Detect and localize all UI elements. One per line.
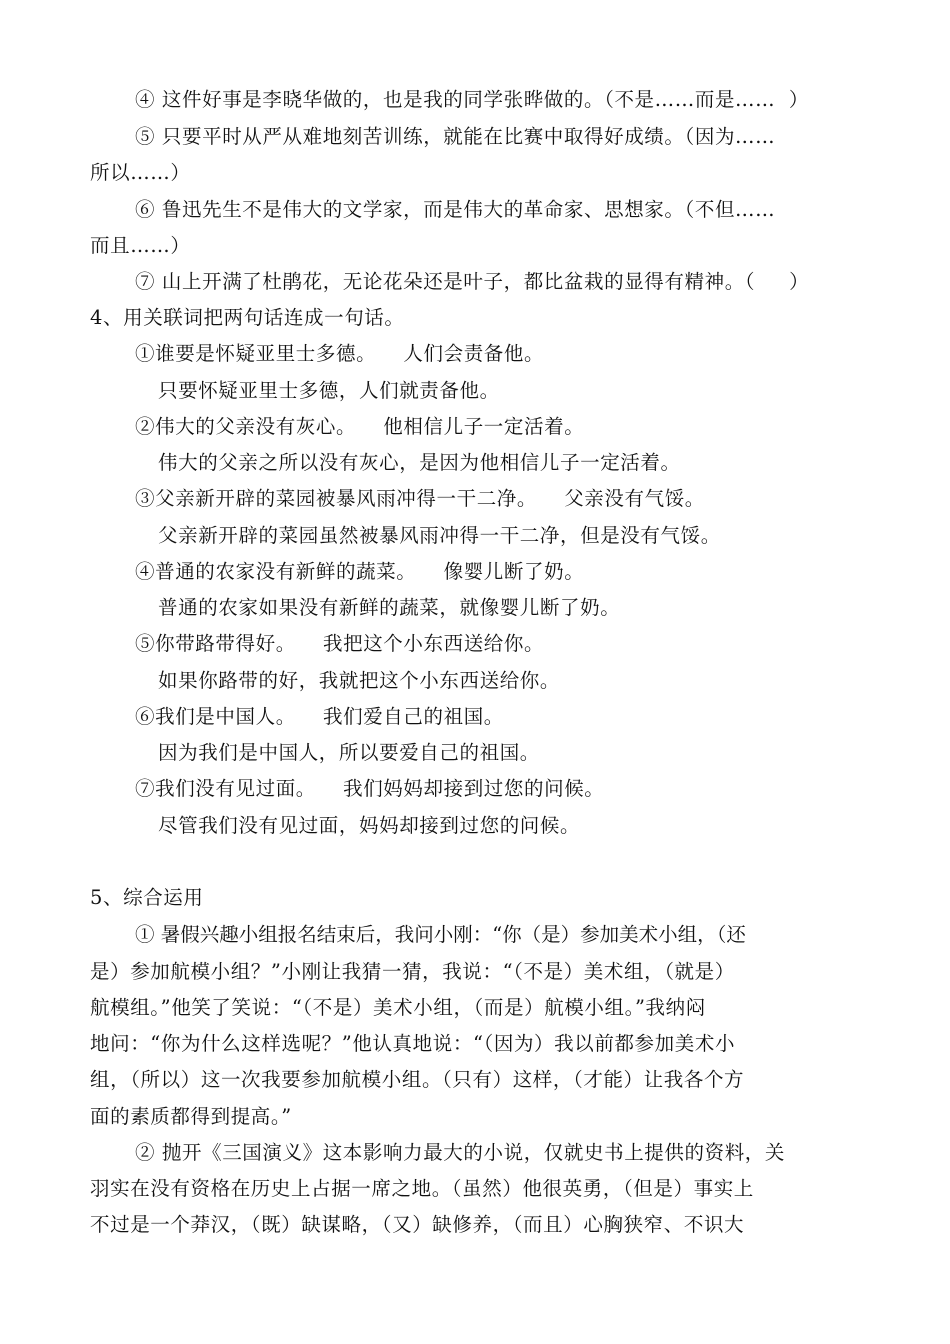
q3-item-6-line-1: ⑥ 鲁迅先生不是伟大的文学家，而是伟大的革命家、思想家。（不但……	[135, 198, 776, 221]
q3-item-5-line-1: ⑤ 只要平时从严从难地刻苦训练，就能在比赛中取得好成绩。（因为……	[135, 125, 776, 148]
s4-answer-3: 父亲新开辟的菜园虽然被暴风雨冲得一干二净，但是没有气馁。	[158, 524, 721, 547]
section-4-heading: 4、用关联词把两句话连成一句话。	[90, 306, 405, 329]
q3-item-4-line-1: ④ 这件好事是李晓华做的，也是我的同学张晔做的。（不是……而是…… ）	[135, 88, 809, 111]
q3-item-6-line-2: 而且……）	[90, 234, 191, 257]
s4-answer-5: 如果你路带的好，我就把这个小东西送给你。	[158, 669, 561, 692]
s4-question-4: ④普通的农家没有新鲜的蔬菜。 像婴儿断了奶。	[135, 560, 585, 583]
s5-para-1-line-5: 组，（所以）这一次我要参加航模小组。（只有）这样，（才能）让我各个方	[90, 1068, 745, 1091]
s4-question-7: ⑦我们没有见过面。 我们妈妈却接到过您的问候。	[135, 777, 605, 800]
s4-question-3: ③父亲新开辟的菜园被暴风雨冲得一干二净。 父亲没有气馁。	[135, 487, 705, 510]
s5-para-1-line-3: 航模组。”他笑了笑说：“（不是）美术小组，（而是）航模小组。”我纳闷	[90, 996, 706, 1019]
s4-question-2: ②伟大的父亲没有灰心。 他相信儿子一定活着。	[135, 415, 585, 438]
q3-item-5-line-2: 所以……）	[90, 161, 191, 184]
s4-question-6: ⑥我们是中国人。 我们爱自己的祖国。	[135, 705, 504, 728]
s4-question-1: ①谁要是怀疑亚里士多德。 人们会责备他。	[135, 342, 545, 365]
q3-item-7-line-1: ⑦ 山上开满了杜鹃花，无论花朵还是叶子，都比盆栽的显得有精神。（ ）	[135, 270, 810, 293]
s4-answer-1: 只要怀疑亚里士多德，人们就责备他。	[158, 379, 500, 402]
s5-para-2-line-2: 羽实在没有资格在历史上占据一席之地。（虽然）他很英勇，（但是）事实上	[90, 1177, 754, 1200]
s5-para-2-line-3: 不过是一个莽汉，（既）缺谋略，（又）缺修养，（而且）心胸狭窄、不识大	[90, 1213, 745, 1236]
s4-question-5: ⑤你带路带得好。 我把这个小东西送给你。	[135, 632, 545, 655]
s5-para-1-line-1-text: ① 暑假兴趣小组报名结束后，我问小刚：“你（是）参加美术小组，（还	[135, 923, 746, 946]
s4-answer-4: 普通的农家如果没有新鲜的蔬菜，就像婴儿断了奶。	[158, 596, 621, 619]
s5-para-2-line-1: ② 抛开《三国演义》这本影响力最大的小说，仅就史书上提供的资料，关	[135, 1141, 785, 1164]
s4-answer-2: 伟大的父亲之所以没有灰心，是因为他相信儿子一定活着。	[158, 451, 681, 474]
s5-para-1-line-1	[135, 923, 860, 947]
s4-answer-7: 尽管我们没有见过面，妈妈却接到过您的问候。	[158, 814, 581, 837]
section-5-heading: 5、综合运用	[90, 886, 204, 909]
s5-para-1-line-2: 是）参加航模小组？”小刚让我猜一猜，我说：“（不是）美术组，（就是）	[90, 960, 735, 983]
s4-answer-6: 因为我们是中国人，所以要爱自己的祖国。	[158, 741, 540, 764]
s5-para-1-line-6: 面的素质都得到提高。”	[90, 1105, 292, 1128]
s5-para-1-line-4: 地问：“你为什么这样选呢？”他认真地说：“（因为）我以前都参加美术小	[90, 1032, 736, 1055]
